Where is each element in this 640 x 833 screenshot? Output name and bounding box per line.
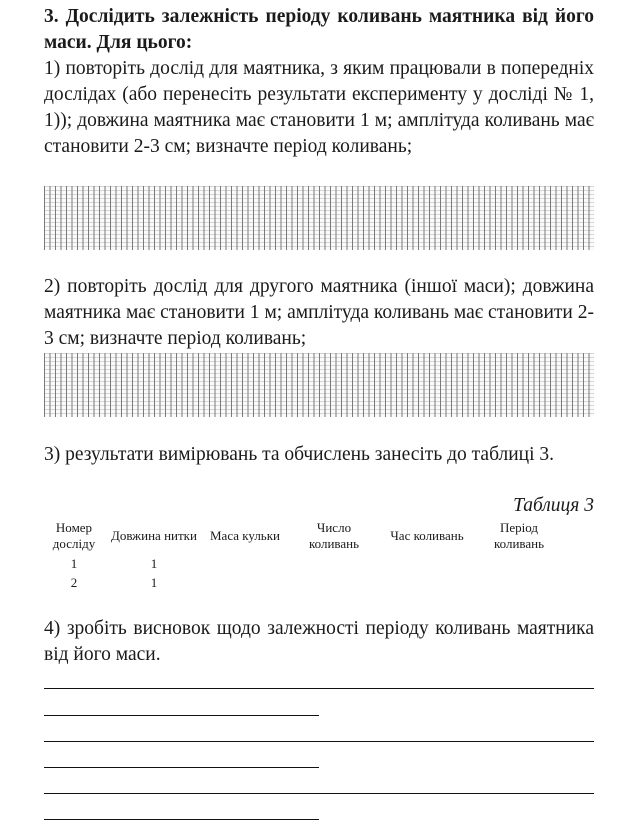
step-2-text: 2) повторіть дослід для другого маятника (іншої маси); довжина маятника має становити 1 м; амплітуда коливань має становити 2-3 см; визначте період коливань; xyxy=(44,276,594,349)
answer-line-3[interactable] xyxy=(44,741,594,742)
step-4-text: 4) зробіть висновок щодо залежності періоду коливань маятника від його маси. xyxy=(44,618,594,665)
header-oscillation-count: Число коливань xyxy=(308,520,360,551)
answer-grid-1[interactable] xyxy=(44,186,594,250)
answer-line-5[interactable] xyxy=(44,793,594,794)
header-oscillation-time: Час коливань xyxy=(390,528,464,543)
task-heading: 3. Дослідить залежність періоду коливань маятника від його маси. Для цього: xyxy=(44,6,594,53)
header-experiment-number: Номер досліду xyxy=(52,520,96,551)
answer-grid-2[interactable] xyxy=(44,353,594,417)
step-3-text: 3) результати вимірювань та обчислень занесіть до таблиці 3. xyxy=(44,444,555,465)
header-thread-length: Довжина нитки xyxy=(111,528,197,543)
table-cell-num-2: 2 xyxy=(70,575,78,590)
answer-line-6[interactable] xyxy=(44,819,319,820)
table-caption: Таблиця 3 xyxy=(513,495,594,516)
table-cell-length-2: 1 xyxy=(150,575,158,590)
header-ball-mass: Маса кульки xyxy=(209,528,281,543)
header-period: Період коливань xyxy=(493,520,545,551)
table-cell-num-1: 1 xyxy=(70,556,78,571)
answer-line-2[interactable] xyxy=(44,715,319,716)
answer-line-4[interactable] xyxy=(44,767,319,768)
step-1-text: 1) повторіть дослід для маятника, з яким працювали в попередніх дослідах (або перенесіть результати експерименту у досліді № 1, 1)); довжина маятника має становити 1 м; амплітуда коливань має становити 2-3 см; визначте період коливань; xyxy=(44,58,594,157)
table-cell-length-1: 1 xyxy=(150,556,158,571)
answer-line-1[interactable] xyxy=(44,688,594,689)
